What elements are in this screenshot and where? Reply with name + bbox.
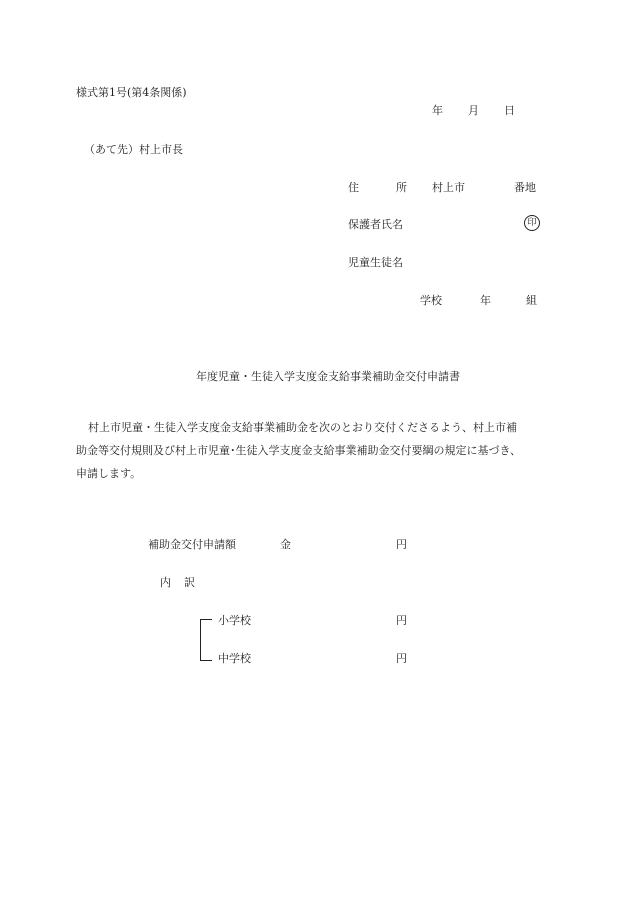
junior-high-label: 中学校	[218, 652, 251, 665]
student-label: 児童生徒名	[348, 256, 403, 269]
grade-label: 年	[480, 294, 491, 307]
body-line-3: 申請します。	[76, 467, 142, 480]
elementary-label: 小学校	[218, 614, 251, 627]
address-label: 住	[348, 181, 359, 194]
amount-unit: 円	[396, 538, 407, 551]
document-title: 年度児童・生徒入学支度金支給事業補助金交付申請書	[196, 370, 460, 383]
body-line-1: 村上市児童・生徒入学支度金支給事業補助金を次のとおり交付くださるよう、村上市補	[88, 421, 517, 434]
addressee: （あて先）村上市長	[84, 143, 183, 156]
guardian-label: 保護者氏名	[348, 218, 403, 231]
breakdown-label-1: 内	[160, 576, 171, 589]
junior-high-unit: 円	[396, 652, 407, 665]
amount-label: 補助金交付申請額	[148, 538, 236, 551]
breakdown-bracket-bottom	[200, 660, 212, 661]
address-suffix: 番地	[514, 181, 536, 194]
elementary-unit: 円	[396, 614, 407, 627]
date-day: 日	[504, 104, 515, 117]
class-label: 組	[526, 294, 537, 307]
address-label-2: 所	[396, 181, 407, 194]
date-year: 年	[432, 104, 443, 117]
date-month: 月	[468, 104, 479, 117]
breakdown-bracket-top	[200, 619, 212, 620]
seal-mark: 印	[524, 215, 540, 231]
amount-prefix: 金	[280, 538, 291, 551]
body-text	[76, 416, 556, 485]
form-number: 様式第1号(第4条関係)	[76, 86, 187, 99]
body-line-2: 助金等交付規則及び村上市児童･生徒入学支度金支給事業補助金交付要綱の規定に基づき、	[76, 444, 522, 457]
address-city: 村上市	[432, 181, 465, 194]
breakdown-label-2: 訳	[184, 576, 195, 589]
school-label: 学校	[420, 294, 442, 307]
breakdown-bracket-vertical	[200, 619, 201, 660]
